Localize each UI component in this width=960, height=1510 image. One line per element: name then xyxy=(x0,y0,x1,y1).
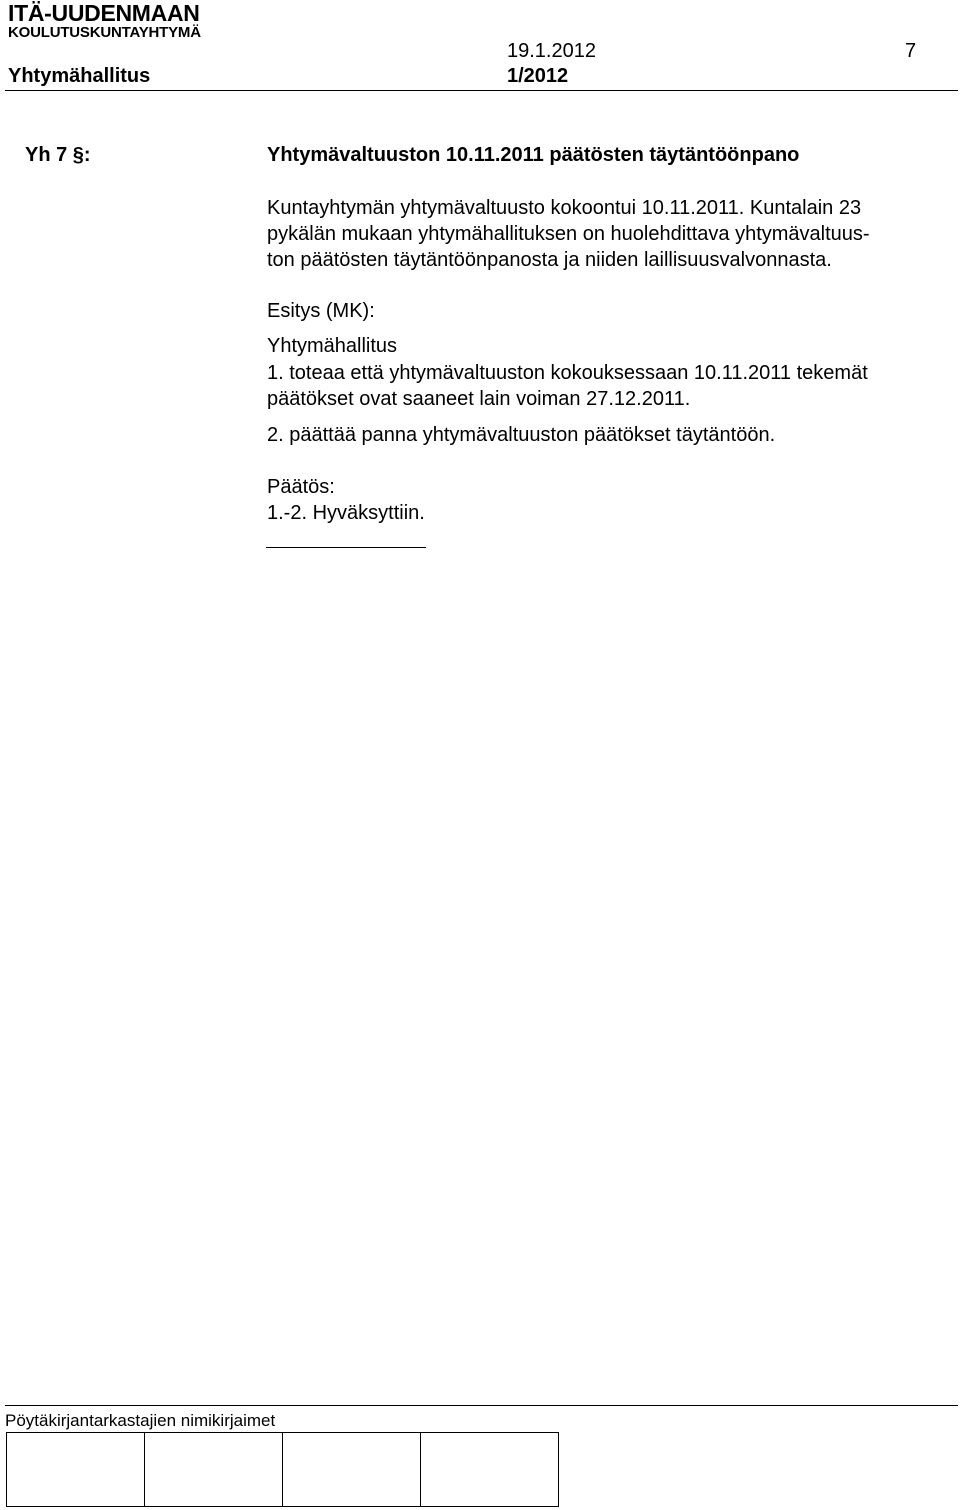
header-divider xyxy=(5,90,958,91)
footer-divider xyxy=(5,1405,958,1406)
section-title: Yhtymävaltuuston 10.11.2011 päätösten täytäntöönpano xyxy=(267,144,800,166)
section-number: Yh 7 §: xyxy=(25,144,91,166)
signature-box xyxy=(421,1433,559,1507)
decision-text: 1.-2. Hyväksyttiin. xyxy=(267,502,425,524)
meeting-date: 19.1.2012 xyxy=(507,40,596,62)
intro-paragraph xyxy=(267,195,870,273)
intro-line: pykälän mukaan yhtymähallituksen on huolehdittava yhtymävaltuus- xyxy=(267,223,870,245)
signatures-label: Pöytäkirjantarkastajien nimikirjaimet xyxy=(5,1411,276,1430)
section-end-rule xyxy=(266,547,426,548)
intro-line: Kuntayhtymän yhtymävaltuusto kokoontui 10.11.2011. Kuntalain 23 xyxy=(267,197,862,219)
signature-boxes xyxy=(6,1432,559,1507)
page-number: 7 xyxy=(905,40,917,62)
signature-box xyxy=(145,1433,283,1507)
signature-box xyxy=(283,1433,421,1507)
proposal-item-2: 2. päättää panna yhtymävaltuuston päätökset täytäntöön. xyxy=(267,424,776,446)
proposal-item-1 xyxy=(267,360,868,412)
proposal-body: Yhtymähallitus xyxy=(267,335,398,357)
governing-body-name: Yhtymähallitus xyxy=(8,65,151,87)
organization-name: ITÄ-UUDENMAAN xyxy=(8,0,200,26)
proposal-item-line: 1. toteaa että yhtymävaltuuston kokouksessaan 10.11.2011 tekemät xyxy=(267,362,868,384)
signature-box xyxy=(7,1433,145,1507)
document-number: 1/2012 xyxy=(507,65,569,87)
decision-label: Päätös: xyxy=(267,476,335,498)
proposal-item-line: päätökset ovat saaneet lain voiman 27.12.2011. xyxy=(267,388,691,410)
proposal-label: Esitys (MK): xyxy=(267,300,375,322)
organization-subname: KOULUTUSKUNTAYHTYMÄ xyxy=(8,24,201,41)
intro-line: ton päätösten täytäntöönpanosta ja niiden laillisuusvalvonnasta. xyxy=(267,249,832,271)
